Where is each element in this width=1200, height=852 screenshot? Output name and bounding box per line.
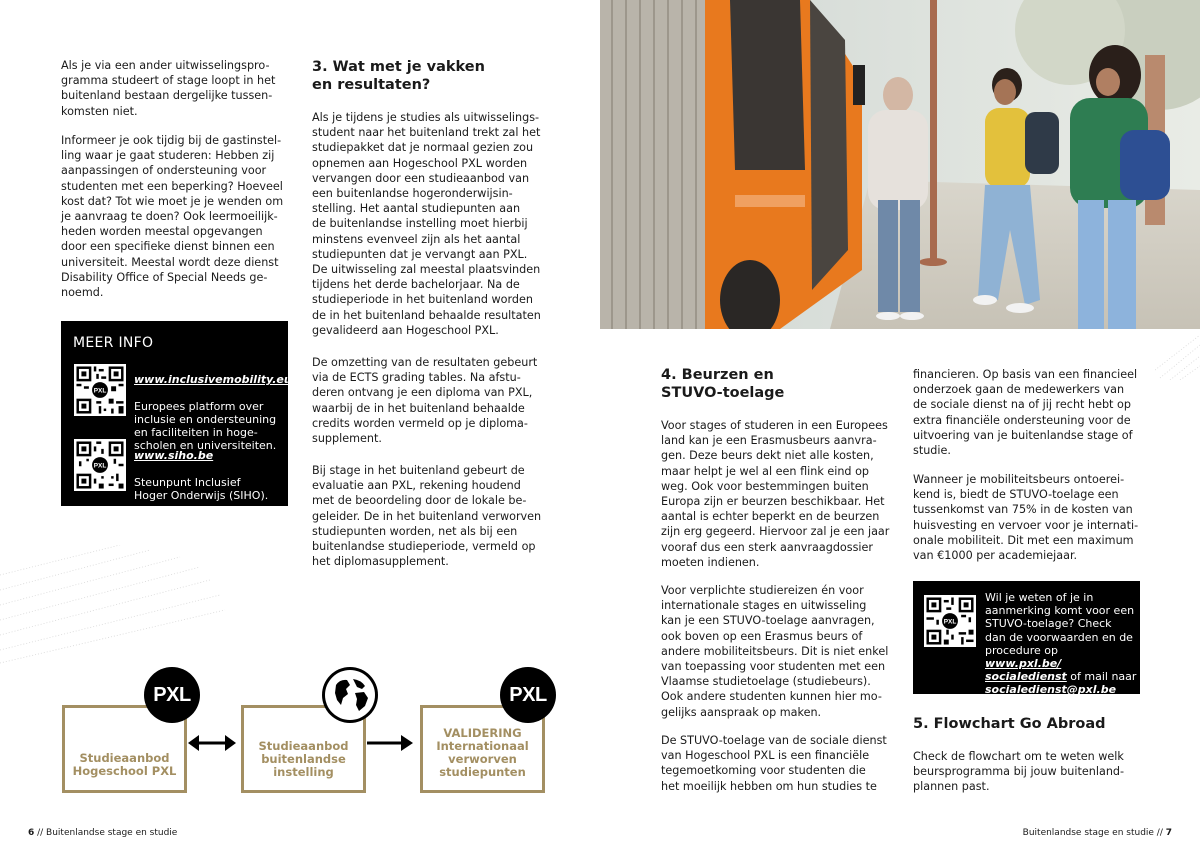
stuvo-info-text	[985, 591, 1137, 697]
footer-right-text: Buitenlandse stage en studie //	[1022, 828, 1166, 838]
section-4-paragraph-2: Voor verplichte studiereizen én voor internationale stages en uitwisseling kan je een STUVO-toelage aanvragen, ook boven op een Erasmus beurs of andere mobiliteitsbeurs. Dit is niet enkel van toepassing voor studenten met een Vlaamse studietoelage (studiebeurs). Ook andere studenten kunnen hier mo- gelijks aanspraak op maken.	[661, 584, 889, 719]
pxl-logo-text: PXL	[509, 683, 547, 706]
section-4-heading: 4. Beurzen en STUVO-toelage	[661, 367, 785, 401]
inform-paragraph: Informeer je ook tijdig bij de gastinstel- ling waar je gaat studeren: Hebben zij aanpassingen of ondersteuning voor studenten met een beperking? Hoeveel kost dat? Tot wie moet je je wenden om je aanvraag te doen? Ook leermoeilijk- heden worden meestal opgevangen door een specifieke dienst binnen een universiteit. Meestal wordt deze dienst Disability Office of Special Needs ge- noemd.	[61, 134, 284, 300]
qr-code-icon	[74, 364, 126, 416]
meer-info-box	[61, 321, 292, 506]
footer-left-text: // Buitenlandse stage en studie	[34, 828, 178, 838]
intro-paragraph: Als je via een ander uitwisselingspro- gramma studeert of stage loopt in het buitenland bestaan dergelijke tussen- komsten niet.	[61, 59, 276, 118]
meer-info-item-2	[134, 436, 284, 502]
section-4-paragraph-1: Voor stages of studeren in een Europees land kan je een Erasmusbeurs aanvra- gen. Deze beurs dekt niet alle kosten, maar helpt je wel al een flink eind op weg. Ook voor bestemmingen buiten Europa zijn er beurzen beschikbaar. Het aantal is echter beperkt en de beurzen zijn erg gegeerd. Hiervoor zal je een jaar vooraf dus een sterk aanvraagdossier moeten indienen.	[661, 419, 890, 569]
page-number-right: 7	[1165, 828, 1172, 838]
inclusivemobility-link[interactable]: www.inclusivemobility.eu	[134, 373, 292, 387]
globe-icon	[322, 667, 378, 723]
svg-text:PXL: PXL	[93, 387, 107, 395]
flowchart-box-2-label: Studieaanbod buitenlandse instelling	[258, 739, 349, 779]
section-4-paragraph-4: financieren. Op basis van een financieel onderzoek gaan de medewerkers van de sociale dienst na of jij recht hebt op extra financiële ondersteuning voor de uitvoering van je buitenlandse stage of studie.	[913, 368, 1138, 458]
meer-info-title: MEER INFO	[73, 335, 154, 351]
right-arrow-icon	[367, 732, 413, 754]
svg-text:PXL: PXL	[943, 618, 957, 626]
double-arrow-icon	[188, 732, 236, 754]
flowchart-box-3-label: VALIDERING Internationaal verworven studiepunten	[436, 726, 529, 779]
footer-right	[1023, 828, 1172, 838]
flowchart-box-1-label: Studieaanbod Hogeschool PXL	[72, 751, 177, 778]
section-5-heading: 5. Flowchart Go Abroad	[913, 716, 1106, 732]
meer-info-item-2-text: Steunpunt Inclusief Hoger Onderwijs (SIHO).	[134, 475, 269, 502]
section-3-paragraph-3: Bij stage in het buitenland gebeurt de evaluatie aan PXL, rekening houdend met de beoordeling door de lokale be- geleider. De in het buitenland verworven studiepunten worden, net als bij een buitenlandse studieperiode, vermeld op het diplomasupplement.	[312, 464, 542, 569]
section-3-paragraph-1: Als je tijdens je studies als uitwisselings- student naar het buitenland trekt zal het studiepakket dat je normaal gezien zou opnemen aan Hogeschool PXL worden vervangen door een studieaanbod van een buitenlandse hogeronderwijsin- stelling. Het aantal studiepunten aan de buitenlandse instelling moet hierbij minstens evenveel zijn als het aantal studiepunten dat je vervangt aan PXL. De uitwisseling zal meestal plaatsvinden tijdens het derde bachelorjaar. Na de studieperiode in het buitenland worden de in het buitenland behaalde resultaten gevalideerd aan Hogeschool PXL.	[312, 111, 541, 337]
qr-code-icon	[74, 439, 126, 491]
section-4-paragraph-3: De STUVO-toelage van de sociale dienst van Hogeschool PXL is een financiële tegemoetkoming voor studenten die het moeilijk hebben om hun studies te	[661, 734, 887, 793]
section-4-paragraph-5: Wanneer je mobiliteitsbeurs ontoerei- kend is, biedt de STUVO-toelage een tussenkomst van 75% in de kosten van huisvesting en vervoer voor je internati- onale mobiliteit. Dit met een maximum van €1000 per academiejaar.	[913, 473, 1139, 563]
students-at-bus-photo	[600, 0, 1200, 329]
socialedienst-link[interactable]: www.pxl.be/ socialedienst	[985, 657, 1067, 684]
pxl-logo-icon	[144, 667, 200, 723]
stuvo-info-text-1: Wil je weten of je in aanmerking komt voor een STUVO-toelage? Check dan de voorwaarden en de procedure op	[985, 591, 1135, 657]
stuvo-info-box	[913, 581, 1140, 697]
qr-code-icon	[924, 595, 976, 647]
section-5-paragraph: Check de flowchart om te weten welk beursprogramma bij jouw buitenland- plannen past.	[913, 750, 1125, 794]
page-number-left: 6	[28, 828, 35, 838]
section-3-paragraph-2: De omzetting van de resultaten gebeurt via de ECTS grading tables. Na afstu- deren ontvang je een diploma van PXL, waarbij de in het buitenland behaalde credits worden vermeld op je diploma- supplement.	[312, 356, 538, 446]
decorative-line-pattern	[0, 545, 230, 665]
siho-link[interactable]: www.siho.be	[134, 449, 214, 463]
stuvo-info-text-2: of mail naar	[1066, 670, 1137, 684]
decorative-line-pattern	[1155, 330, 1200, 380]
pxl-logo-icon	[500, 667, 556, 723]
section-3-heading: 3. Wat met je vakken en resultaten?	[312, 59, 485, 93]
socialedienst-email-link[interactable]: socialedienst@pxl.be	[985, 683, 1117, 697]
meer-info-item-1-text: Europees platform over inclusie en ondersteuning en faciliteiten in hoge- scholen en universiteiten.	[134, 399, 277, 453]
pxl-logo-text: PXL	[153, 683, 191, 706]
footer-left	[28, 828, 177, 838]
svg-text:PXL: PXL	[93, 462, 107, 470]
